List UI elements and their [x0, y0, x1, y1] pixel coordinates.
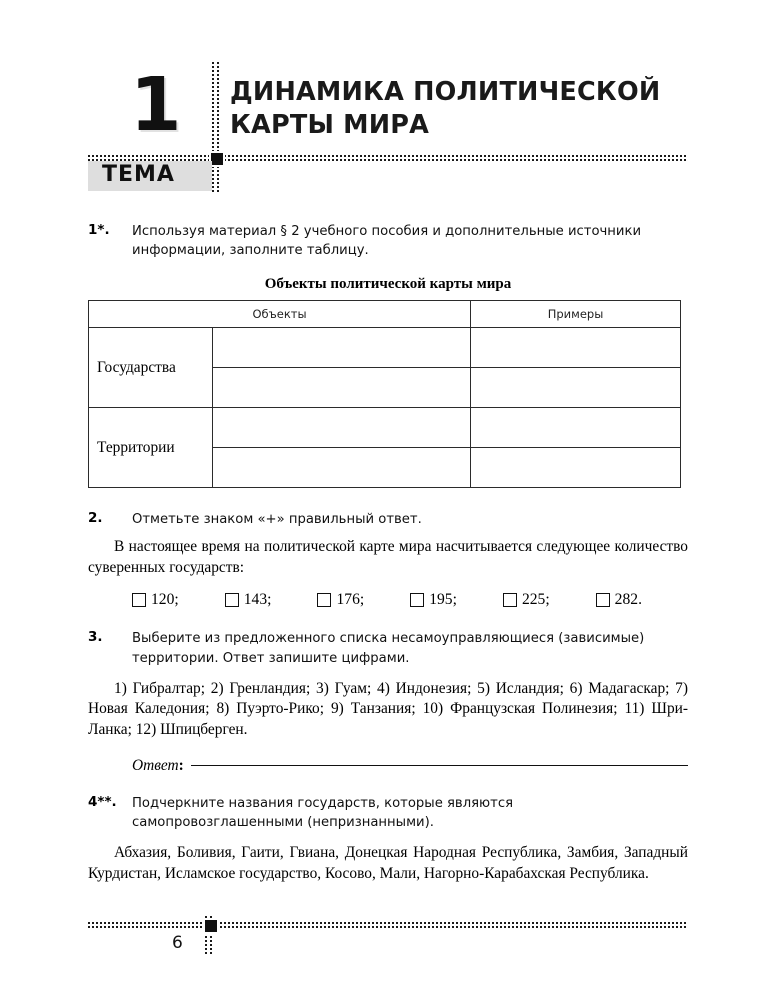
option-label: 225;: [521, 591, 550, 609]
option-label: 120;: [151, 591, 179, 609]
footer-rule-marker-square: [203, 918, 219, 934]
table-cell-blank[interactable]: [213, 408, 471, 448]
table-caption: Объекты политической карты мира: [264, 276, 512, 293]
task-2-text: Отметьте знаком «+» правильный ответ.: [132, 512, 422, 528]
table-cell-blank[interactable]: [213, 448, 471, 488]
task-3-territory-list: 1) Гибралтар; 2) Гренландия; 3) Гуам; 4) Индонезия; 5) Исландия; 6) Мадагаскар; 7) Новая Каледония; 8) Пуэрто-Рико; 9) Танзания; 10) Французская Полинезия; 11) Шри-Ланка; 12) Шпицберген.: [88, 679, 688, 738]
checkbox-icon[interactable]: [503, 593, 517, 607]
task-1-number: 1*.: [88, 222, 110, 238]
page-number: 6: [172, 933, 183, 953]
theme-label-text: ТЕМА: [102, 162, 175, 187]
task-3: [88, 629, 688, 775]
task-1-head: [88, 222, 688, 260]
option-282[interactable]: [596, 591, 642, 609]
footer-divider-rule: [88, 922, 688, 928]
task-1: [88, 222, 688, 488]
table-header-objects: Объекты: [89, 301, 471, 328]
task-4: [88, 794, 688, 884]
table-row: [89, 408, 681, 448]
answer-input-rule[interactable]: [191, 765, 688, 766]
task-2-question: В настоящее время на политической карте мира насчитывается следующее количество суверенных государств:: [88, 538, 688, 576]
checkbox-icon[interactable]: [410, 593, 424, 607]
task-4-text: Подчеркните названия государств, которые являются самопровозглашенными (непризнанными).: [132, 796, 514, 831]
table-row: [89, 328, 681, 368]
table-header-examples: Примеры: [471, 301, 681, 328]
table-cell-blank[interactable]: [471, 448, 681, 488]
task-3-head: [88, 629, 688, 667]
table-header-row: [89, 301, 681, 328]
option-label: 195;: [429, 591, 457, 609]
checkbox-icon[interactable]: [132, 593, 146, 607]
option-195[interactable]: [410, 591, 457, 609]
task-2: [88, 510, 688, 609]
answer-colon: :: [178, 757, 184, 775]
table-cell-blank[interactable]: [471, 368, 681, 408]
task-1-text: Используя материал § 2 учебного пособия и дополнительные источники информации, заполните таблицу.: [132, 224, 642, 259]
task-4-head: [88, 794, 688, 832]
option-225[interactable]: [503, 591, 550, 609]
option-143[interactable]: [225, 591, 272, 609]
task-2-number: 2.: [88, 510, 103, 527]
table-cell-blank[interactable]: [471, 328, 681, 368]
task-4-country-list[interactable]: Абхазия, Боливия, Гаити, Гвиана, Донецкая Народная Республика, Замбия, Западный Курдистан, Исламское государство, Косово, Мали, Нагорно-Карабахская Республика.: [88, 844, 688, 882]
page-title-line-1: ДИНАМИКА ПОЛИТИЧЕСКОЙ: [230, 77, 661, 107]
theme-label-badge: [88, 161, 212, 191]
task-3-text: Выберите из предложенного списка несамоуправляющиеся (зависимые) территории. Ответ запишите цифрами.: [132, 631, 645, 666]
option-label: 176;: [336, 591, 365, 609]
answer-label: Ответ: [132, 757, 179, 775]
page-title-line-2: КАРТЫ МИРА: [230, 109, 430, 140]
header-vertical-divider: [212, 62, 219, 192]
table-cell-blank[interactable]: [213, 368, 471, 408]
page-content: [88, 222, 688, 884]
table-cell-blank[interactable]: [471, 408, 681, 448]
table-row-label-territories: Территории: [89, 408, 213, 488]
task-3-number: 3.: [88, 629, 103, 646]
option-176[interactable]: [317, 591, 364, 609]
objects-table: [88, 300, 681, 488]
task-2-head: [88, 510, 688, 529]
task-4-number: 4**.: [88, 794, 117, 811]
theme-number: 1: [130, 62, 181, 148]
option-label: 282.: [614, 591, 642, 609]
task-3-answer-line: [88, 757, 688, 775]
task-2-options: [88, 591, 688, 609]
option-label: 143;: [243, 591, 272, 609]
table-cell-blank[interactable]: [213, 328, 471, 368]
option-120[interactable]: [132, 591, 179, 609]
checkbox-icon[interactable]: [317, 593, 331, 607]
checkbox-icon[interactable]: [225, 593, 239, 607]
checkbox-icon[interactable]: [596, 593, 610, 607]
table-row-label-states: Государства: [89, 328, 213, 408]
page-title: [230, 76, 680, 141]
